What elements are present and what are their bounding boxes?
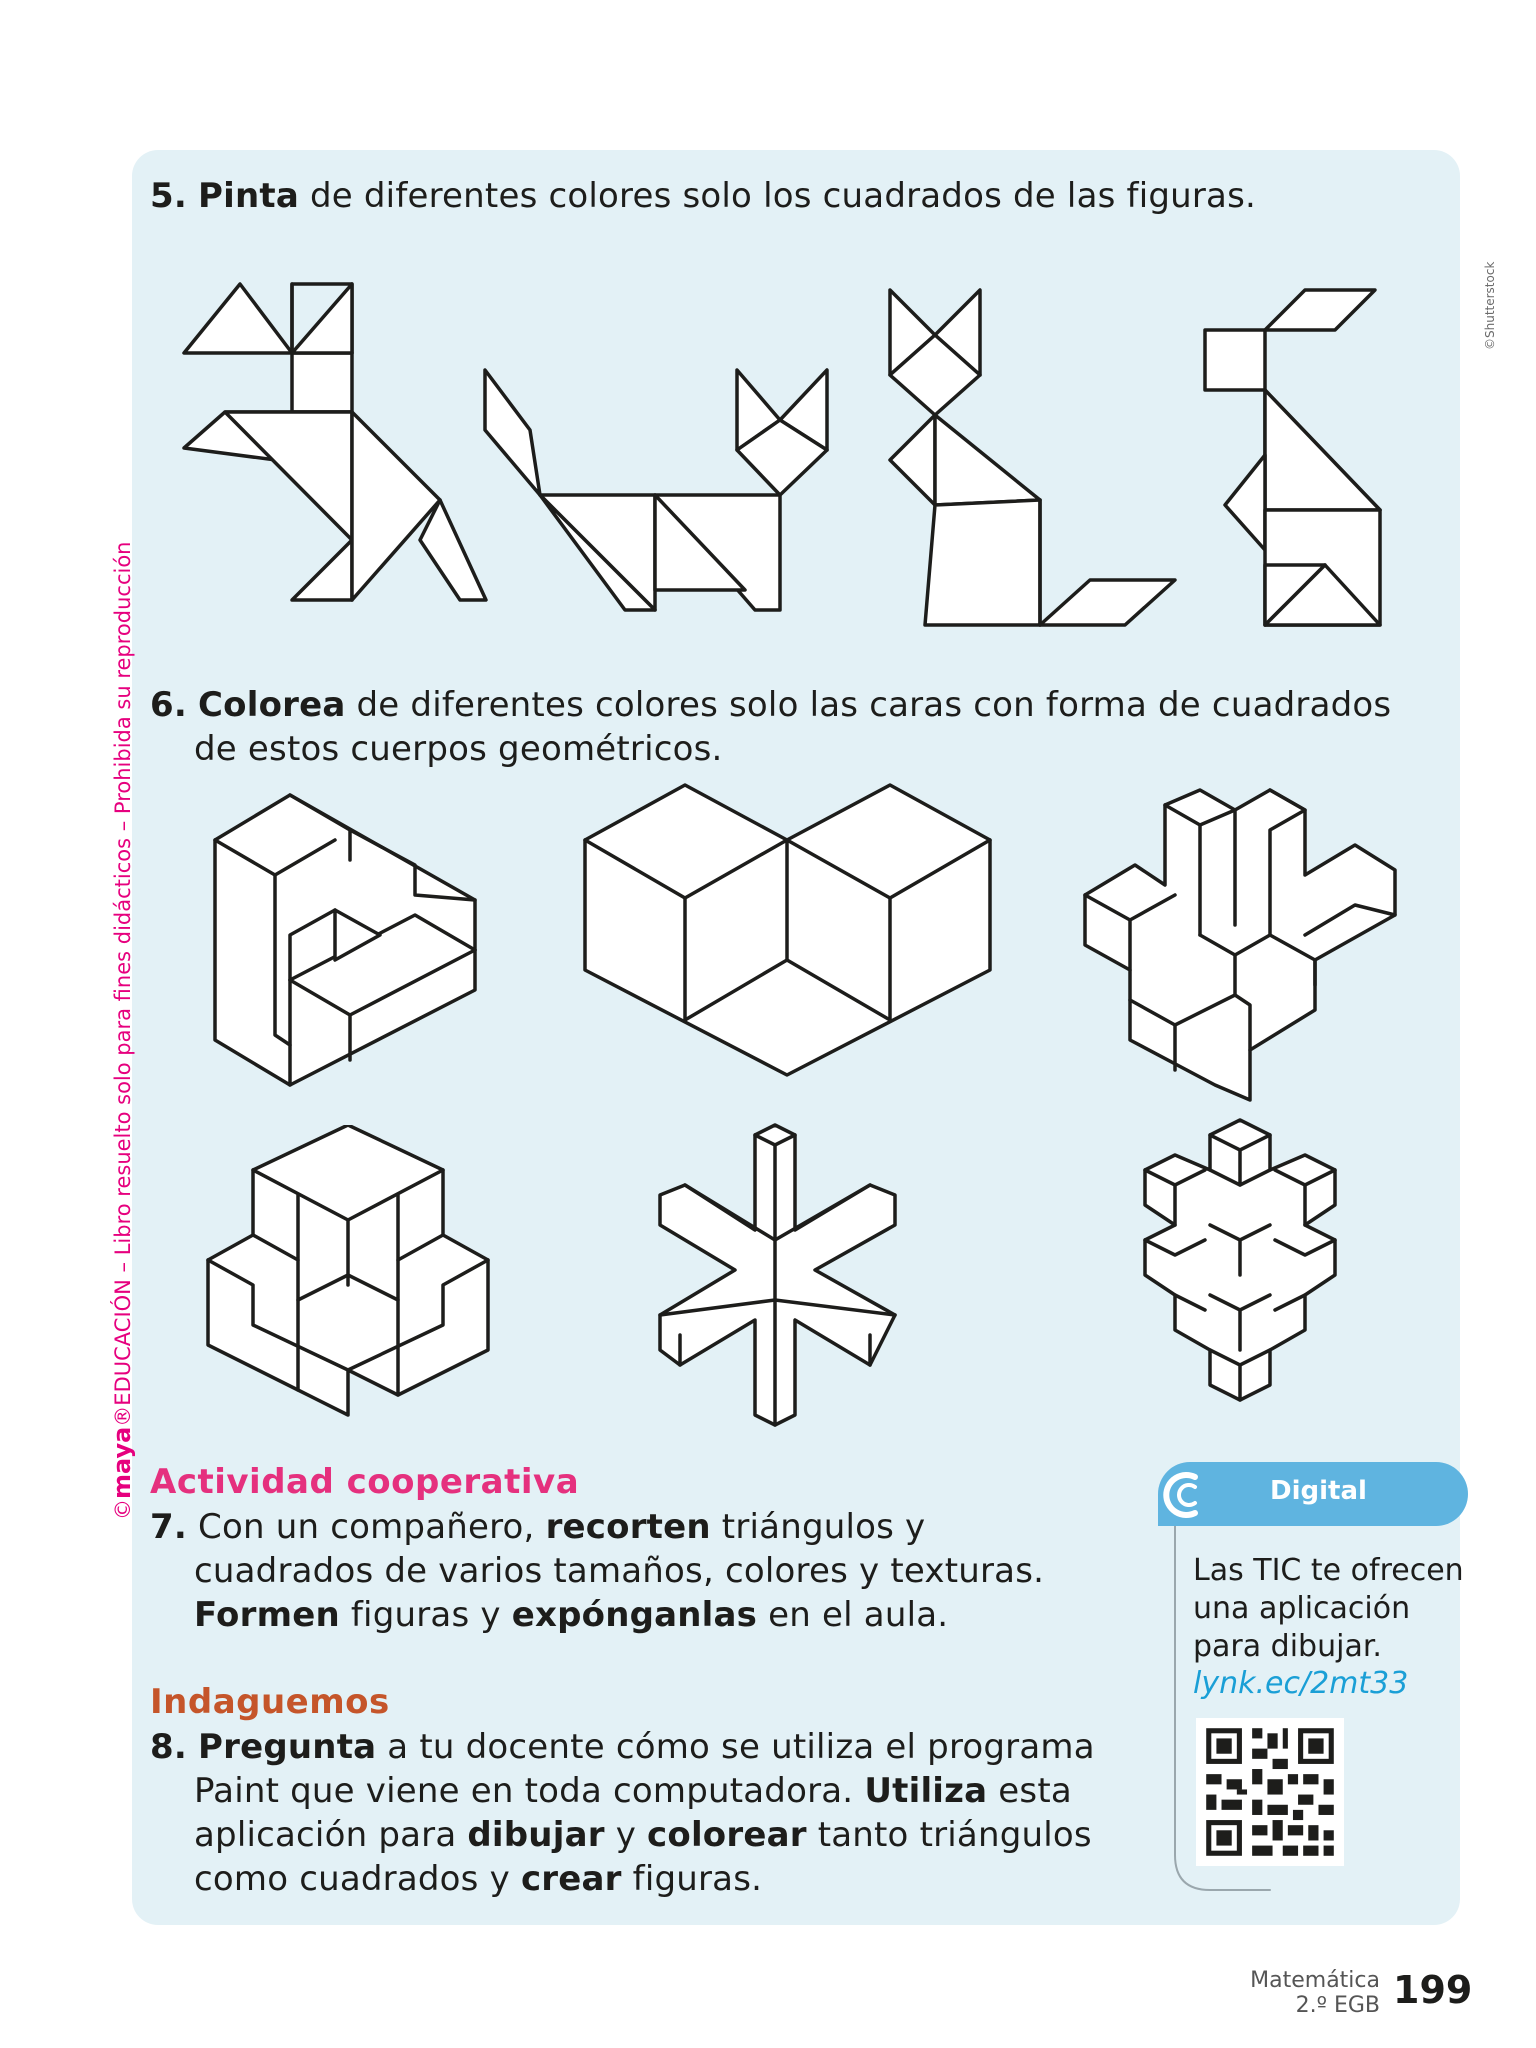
footer-grade: 2.º EGB: [1295, 1993, 1380, 2018]
question-8-line4: como cuadrados y crear figuras.: [194, 1859, 763, 1899]
question-7-line3: Formen figuras y expónganlas en el aula.: [194, 1595, 949, 1635]
maya-logo: maya: [108, 1426, 136, 1499]
image-credit: ©Shutterstock: [1483, 261, 1497, 350]
digital-text-1: Las TIC te ofrecen: [1193, 1553, 1464, 1588]
solid-asterisk-blocks: [655, 1120, 925, 1430]
question-6: 6. Colorea de diferentes colores solo las caras con forma de cuadrados: [150, 685, 1392, 725]
question-6-line2: de estos cuerpos geométricos.: [194, 729, 723, 769]
qr-code-icon[interactable]: [1196, 1718, 1344, 1866]
question-7-line2: cuadrados de varios tamaños, colores y texturas.: [194, 1551, 1045, 1591]
tangram-fox: [475, 360, 835, 630]
solid-cube-snowflake: [1110, 1115, 1370, 1415]
cooperative-heading: Actividad cooperativa: [150, 1462, 580, 1502]
tangram-horse: [180, 280, 500, 610]
tangram-cat: [880, 280, 1180, 640]
digital-link[interactable]: lynk.ec/2mt33: [1193, 1666, 1409, 1701]
copyright-notice: ©maya®EDUCACIÓN – Libro resuelto solo para fines didácticos – Prohibida su reproducción: [108, 541, 136, 1520]
tangram-rabbit: [1195, 280, 1405, 640]
digital-label: Digital: [1270, 1476, 1367, 1506]
question-5: 5. Pinta de diferentes colores solo los cuadrados de las figuras.: [150, 176, 1257, 216]
question-8-line2: Paint que viene en toda computadora. Utiliza esta: [194, 1771, 1072, 1811]
solid-two-cubes: [580, 780, 1000, 1080]
digital-c-icon: [1155, 1465, 1215, 1525]
solid-star-blocks: [1075, 785, 1405, 1105]
digital-text-2: una aplicación: [1193, 1591, 1411, 1626]
solid-hexagon-blocks: [198, 1125, 498, 1425]
footer-subject: Matemática: [1250, 1968, 1380, 1993]
question-8: 8. Pregunta a tu docente cómo se utiliza el programa: [150, 1727, 1095, 1767]
solid-impossible-triangle: [205, 780, 485, 1100]
question-8-line3: aplicación para dibujar y colorear tanto triángulos: [194, 1815, 1092, 1855]
question-7: 7. Con un compañero, recorten triángulos y: [150, 1507, 926, 1547]
digital-text-3: para dibujar.: [1193, 1629, 1382, 1664]
page-number: 199: [1393, 1968, 1473, 2012]
inquiry-heading: Indaguemos: [150, 1682, 390, 1722]
